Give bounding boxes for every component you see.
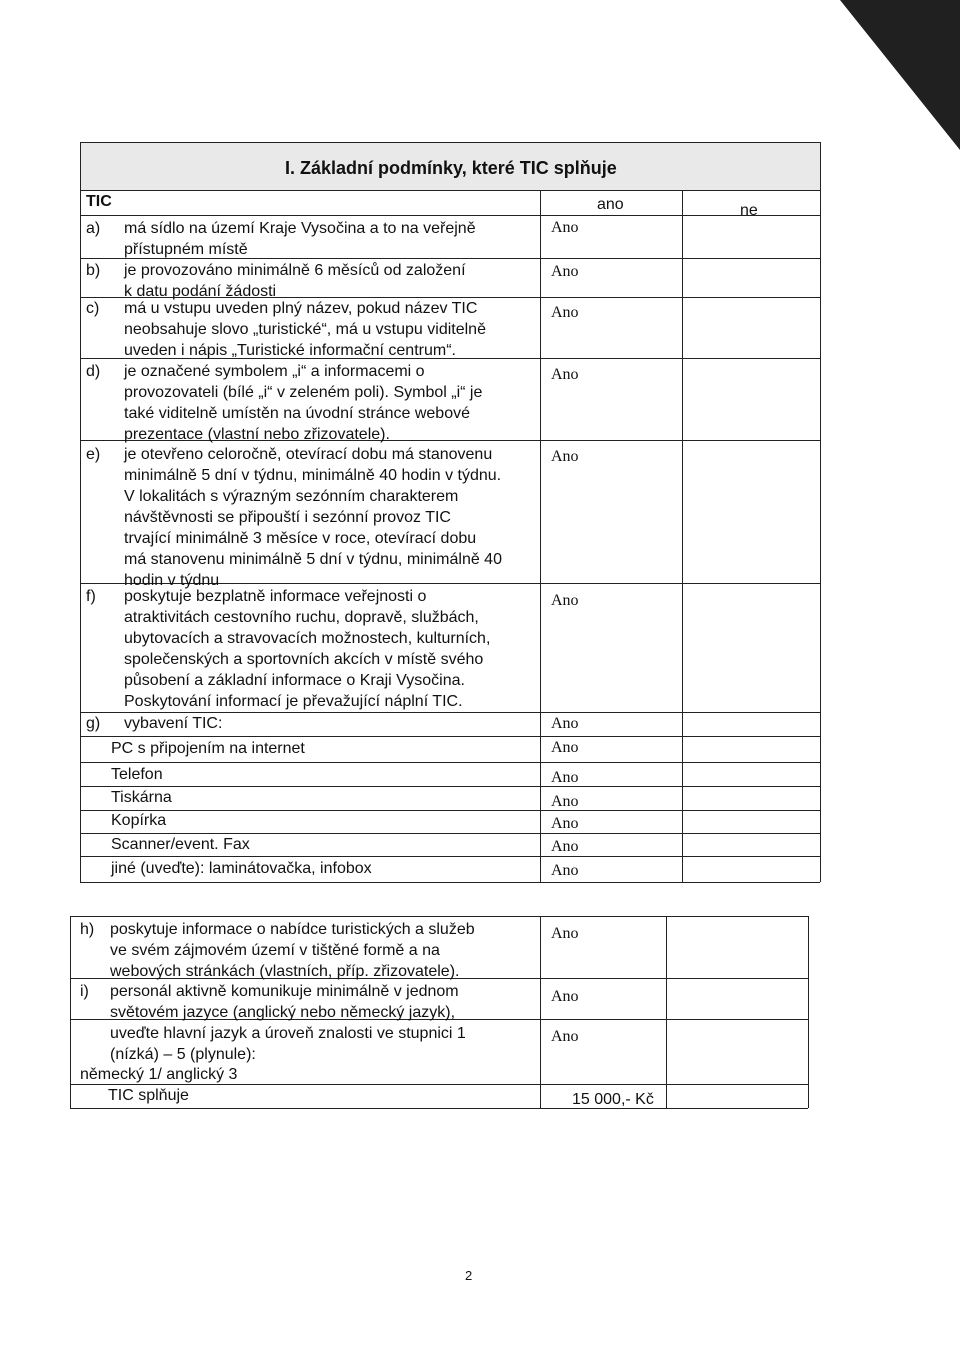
equipment-answer: Ano xyxy=(551,862,579,879)
criterion-text: poskytuje bezplatně informace veřejnosti o xyxy=(124,588,427,605)
answer-i: Ano xyxy=(551,988,579,1005)
equipment-item: Scanner/event. Fax xyxy=(111,836,250,853)
equipment-item: jiné (uveďte): laminátovačka, infobox xyxy=(111,860,372,877)
criterion-text: má sídlo na území Kraje Vysočina a to na veřejně xyxy=(124,220,476,237)
table-top-border xyxy=(80,142,820,143)
criterion-letter: a) xyxy=(86,220,101,237)
criterion-text: světovém jazyce (anglický nebo německý jazyk), xyxy=(110,1004,456,1021)
row-separator xyxy=(80,786,820,787)
answer-d: Ano xyxy=(551,366,579,383)
criterion-text: ubytovacích a stravovacích možnostech, kulturních, xyxy=(124,630,491,647)
row-separator xyxy=(80,856,820,857)
table2-left-border xyxy=(70,916,71,1108)
criterion-text: společenských a sportovních akcích v místě svého xyxy=(124,651,484,668)
equipment-answer: Ano xyxy=(551,739,579,756)
header-bottom-border xyxy=(80,215,820,216)
row-separator xyxy=(80,736,820,737)
answer-h: Ano xyxy=(551,925,579,942)
answer-b: Ano xyxy=(551,263,579,280)
criterion-text: uveden i nápis „Turistické informační centrum“. xyxy=(124,342,456,359)
language-answer: německý 1/ anglický 3 xyxy=(80,1066,238,1083)
table2-bottom-border xyxy=(70,1108,808,1109)
equipment-answer: Ano xyxy=(551,769,579,786)
table-bottom-border xyxy=(80,882,820,883)
criterion-text: návštěvnosti se připouští i sezónní provoz TIC xyxy=(124,509,451,526)
criterion-text: má u vstupu uveden plný název, pokud název TIC xyxy=(124,300,478,317)
table-left-border xyxy=(80,142,81,882)
col-divider-ano xyxy=(540,916,541,1108)
equipment-item: PC s připojením na internet xyxy=(111,740,305,757)
page-number: 2 xyxy=(465,1268,473,1283)
criterion-letter: h) xyxy=(80,921,95,938)
criterion-text: prezentace (vlastní nebo zřizovatele). xyxy=(124,426,390,443)
criterion-text: atraktivitách cestovního ruchu, dopravě, službách, xyxy=(124,609,479,626)
header-ano: ano xyxy=(597,196,624,213)
criterion-text: minimálně 5 dní v týdnu, minimálně 40 hodin v týdnu. xyxy=(124,467,502,484)
table-right-border xyxy=(820,142,821,882)
col-divider-ne xyxy=(682,190,683,882)
criterion-letter: b) xyxy=(86,262,101,279)
header-ne: ne xyxy=(740,202,758,219)
criterion-text: je označené symbolem „i“ a informacemi o xyxy=(124,363,425,380)
answer-e: Ano xyxy=(551,448,579,465)
criterion-text: je provozováno minimálně 6 měsíců od založení xyxy=(124,262,466,279)
equipment-item: Kopírka xyxy=(111,812,167,829)
criterion-text: trvající minimálně 3 měsíce v roce, otevírací dobu xyxy=(124,530,477,547)
title-bottom-border xyxy=(80,190,820,191)
answer-g: Ano xyxy=(551,715,579,732)
criterion-text: V lokalitách s výrazným sezónním charakterem xyxy=(124,488,459,505)
header-tic: TIC xyxy=(86,193,112,210)
criterion-letter: c) xyxy=(86,300,100,317)
footer-label: TIC splňuje xyxy=(108,1087,189,1104)
language-text: uveďte hlavní jazyk a úroveň znalosti ve stupnici 1 xyxy=(110,1025,466,1042)
col-divider-ne xyxy=(666,916,667,1108)
criterion-text: působení a základní informace o Kraji Vysočina. xyxy=(124,672,465,689)
equipment-answer: Ano xyxy=(551,838,579,855)
criterion-letter: g) xyxy=(86,715,101,732)
table2-top-border xyxy=(70,916,808,917)
footer-amount: 15 000,- Kč xyxy=(572,1091,654,1108)
table2-right-border xyxy=(808,916,809,1108)
criterion-text: webových stránkách (vlastních, příp. zřizovatele). xyxy=(110,963,460,980)
equipment-answer: Ano xyxy=(551,815,579,832)
criterion-letter: d) xyxy=(86,363,101,380)
answer-f: Ano xyxy=(551,592,579,609)
equipment-item: Telefon xyxy=(111,766,163,783)
criterion-text: Poskytování informací je převažující náplní TIC. xyxy=(124,693,463,710)
language-text: (nízká) – 5 (plynule): xyxy=(110,1046,256,1063)
equipment-answer: Ano xyxy=(551,793,579,810)
criterion-text: poskytuje informace o nabídce turistických a služeb xyxy=(110,921,475,938)
scan-corner-shadow xyxy=(840,0,960,150)
criterion-letter: e) xyxy=(86,446,101,463)
criterion-text: má stanovenu minimálně 5 dní v týdnu, minimálně 40 xyxy=(124,551,502,568)
criterion-letter: i) xyxy=(80,983,89,1000)
criterion-text: také viditelně umístěn na úvodní stránce webové xyxy=(124,405,470,422)
criterion-text: vybavení TIC: xyxy=(124,715,223,732)
criterion-text: personál aktivně komunikuje minimálně v jednom xyxy=(110,983,459,1000)
criterion-text: neobsahuje slovo „turistické“, má u vstupu viditelně xyxy=(124,321,486,338)
equipment-item: Tiskárna xyxy=(111,789,172,806)
criterion-letter: f) xyxy=(86,588,96,605)
criterion-text: přístupném místě xyxy=(124,241,248,258)
row-separator xyxy=(80,810,820,811)
answer-language: Ano xyxy=(551,1028,579,1045)
answer-a: Ano xyxy=(551,219,579,236)
criterion-text: je otevřeno celoročně, otevírací dobu má stanovenu xyxy=(124,446,493,463)
answer-c: Ano xyxy=(551,304,579,321)
criterion-text: hodin v týdnu xyxy=(124,572,220,589)
criterion-text: k datu podání žádosti xyxy=(124,283,277,300)
criterion-text: ve svém zájmovém území v tištěné formě a na xyxy=(110,942,440,959)
section-title: I. Základní podmínky, které TIC splňuje xyxy=(285,158,617,178)
row-separator xyxy=(80,762,820,763)
criterion-text: provozovateli (bílé „i“ v zeleném poli). Symbol „i“ je xyxy=(124,384,483,401)
